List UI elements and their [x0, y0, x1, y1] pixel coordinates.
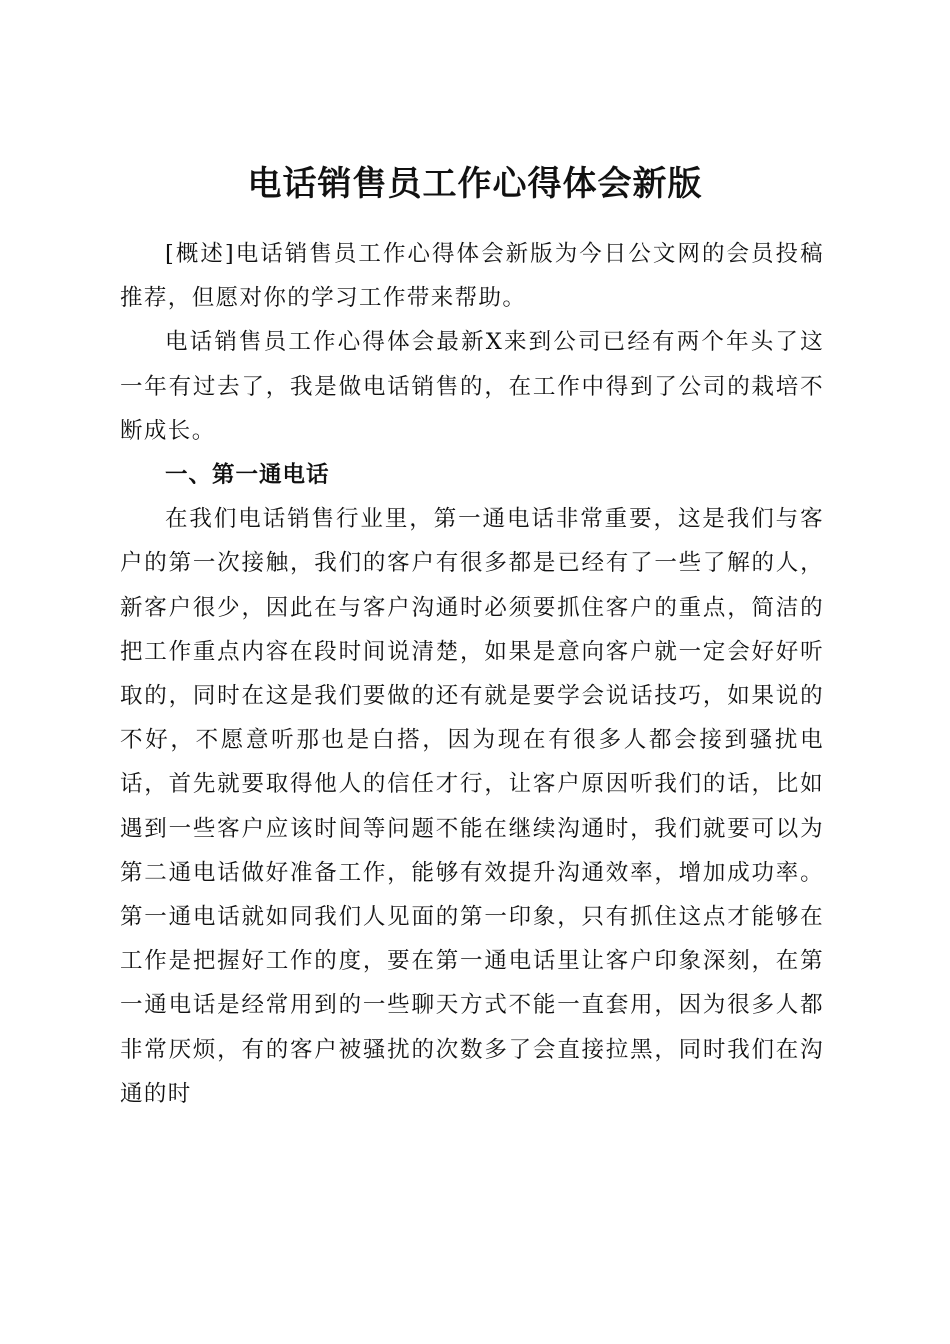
summary-paragraph: [概述]电话销售员工作心得体会新版为今日公文网的会员投稿推荐，但愿对你的学习工作带来帮助。 — [120, 241, 824, 312]
intro-paragraph: 电话销售员工作心得体会最新X来到公司已经有两个年头了这一年有过去了，我是做电话销售的，在工作中得到了公司的栽培不断成长。 — [120, 329, 824, 444]
section-heading: 一、第一通电话 — [165, 462, 330, 489]
section-body-paragraph: 在我们电话销售行业里，第一通电话非常重要，这是我们与客户的第一次接触，我们的客户有很多都是已经有了一些了解的人，新客户很少，因此在与客户沟通时必须要抓住客户的重点，简洁的把工作重点内容在段时间说清楚，如果是意向客户就一定会好好听取的，同时在这是我们要做的还有就是要学会说话技巧，如果说的不好，不愿意听那也是白搭，因为现在有很多人都会接到骚扰电话，首先就要取得他人的信任才行，让客户原因听我们的话，比如遇到一些客户应该时间等问题不能在继续沟通时，我们就要可以为第二通电话做好准备工作，能够有效提升沟通效率，增加成功率。第一通电话就如同我们人见面的第一印象，只有抓住这点才能够在工作是把握好工作的度，要在第一通电话里让客户印象深刻，在第一通电话是经常用到的一些聊天方式不能一直套用，因为很多人都非常厌烦，有的客户被骚扰的次数多了会直接拉黑，同时我们在沟通的时 — [120, 506, 824, 1107]
document-title: 电话销售员工作心得体会新版 — [247, 163, 703, 204]
document-body — [120, 232, 824, 1116]
